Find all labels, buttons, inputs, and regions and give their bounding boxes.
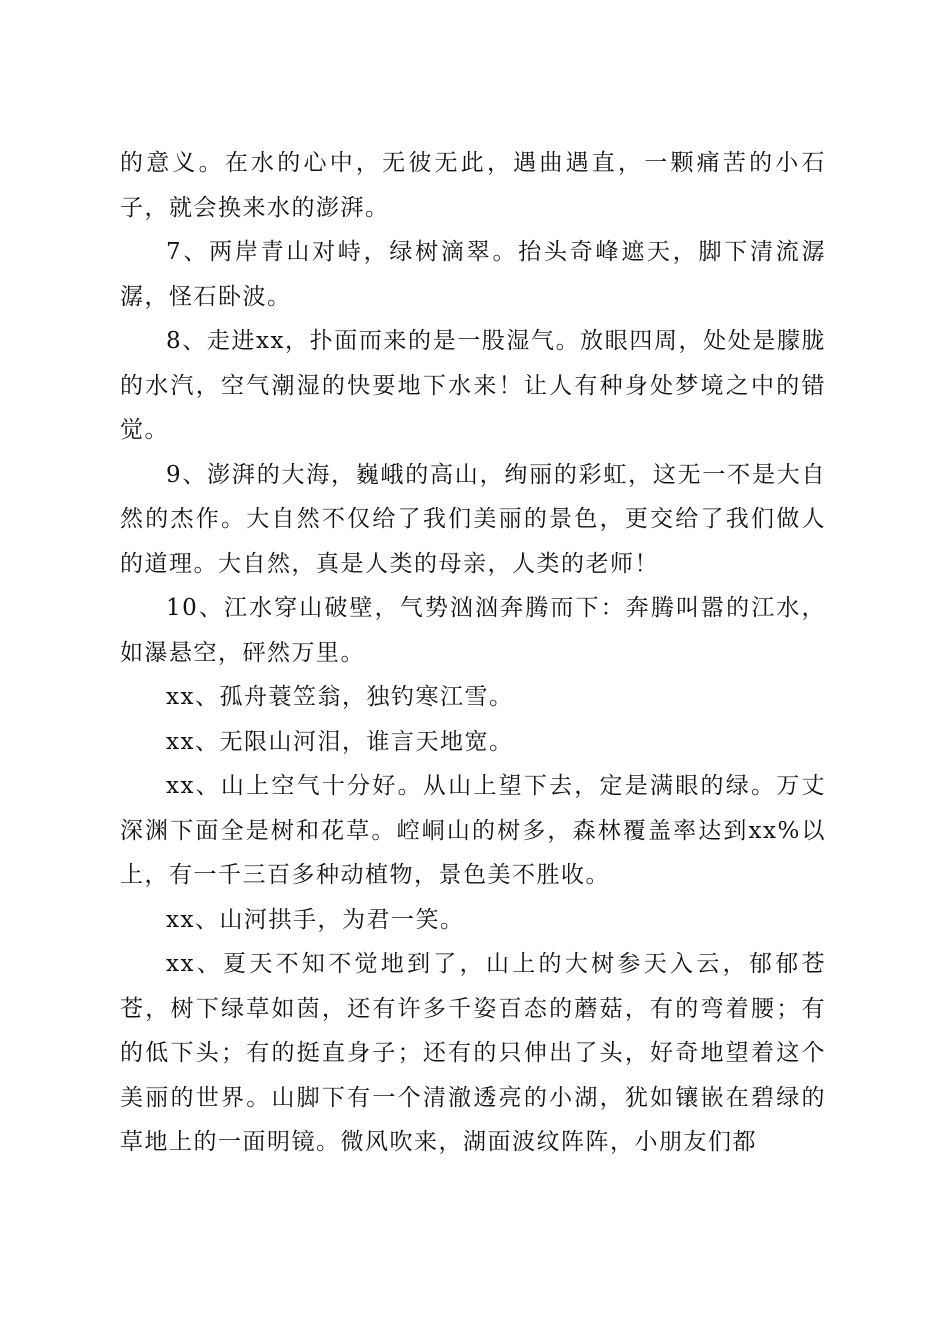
paragraph-8: 8、走进xx，扑面而来的是一股湿气。放眼四周，处处是朦胧的水汽，空气潮湿的快要地下水来！让人有种身处梦境之中的错觉。 [120,328,826,443]
paragraph-13: xx、山上空气十分好。从山上望下去，定是满眼的绿。万丈深渊下面全是树和花草。崆峒山的树多，森林覆盖率达到xx%以上，有一千三百多种动植物，景色美不胜收。 [120,773,826,888]
paragraph-10: 10、江水穿山破壁，气势汹汹奔腾而下：奔腾叫嚣的江水，如瀑悬空，砰然万里。 [120,595,826,666]
paragraph-7: 7、两岸青山对峙，绿树滴翠。抬头奇峰遮天，脚下清流潺潺，怪石卧波。 [120,239,826,310]
paragraph-11: xx、孤舟蓑笠翁，独钓寒江雪。 [166,684,514,710]
document-body [120,141,826,1165]
paragraph-continuation: 的意义。在水的心中，无彼无此，遇曲遇直，一颗痛苦的小石子，就会换来水的澎湃。 [120,150,826,221]
paragraph-15: xx、夏天不知不觉地到了，山上的大树参天入云，郁郁苍苍，树下绿草如茵，还有许多千姿百态的蘑菇，有的弯着腰；有的低下头；有的挺直身子；还有的只伸出了头，好奇地望着这个美丽的世界。山脚下有一个清澈透亮的小湖，犹如镶嵌在碧绿的草地上的一面明镜。微风吹来，湖面波纹阵阵，小朋友们都 [120,951,826,1155]
paragraph-14: xx、山河拱手，为君一笑。 [166,906,465,933]
paragraph-9: 9、澎湃的大海，巍峨的高山，绚丽的彩虹，这无一不是大自然的杰作。大自然不仅给了我们美丽的景色，更交给了我们做人的道理。大自然，真是人类的母亲，人类的老师！ [120,461,826,577]
paragraph-12: xx、无限山河泪，谁言天地宽。 [166,728,514,755]
